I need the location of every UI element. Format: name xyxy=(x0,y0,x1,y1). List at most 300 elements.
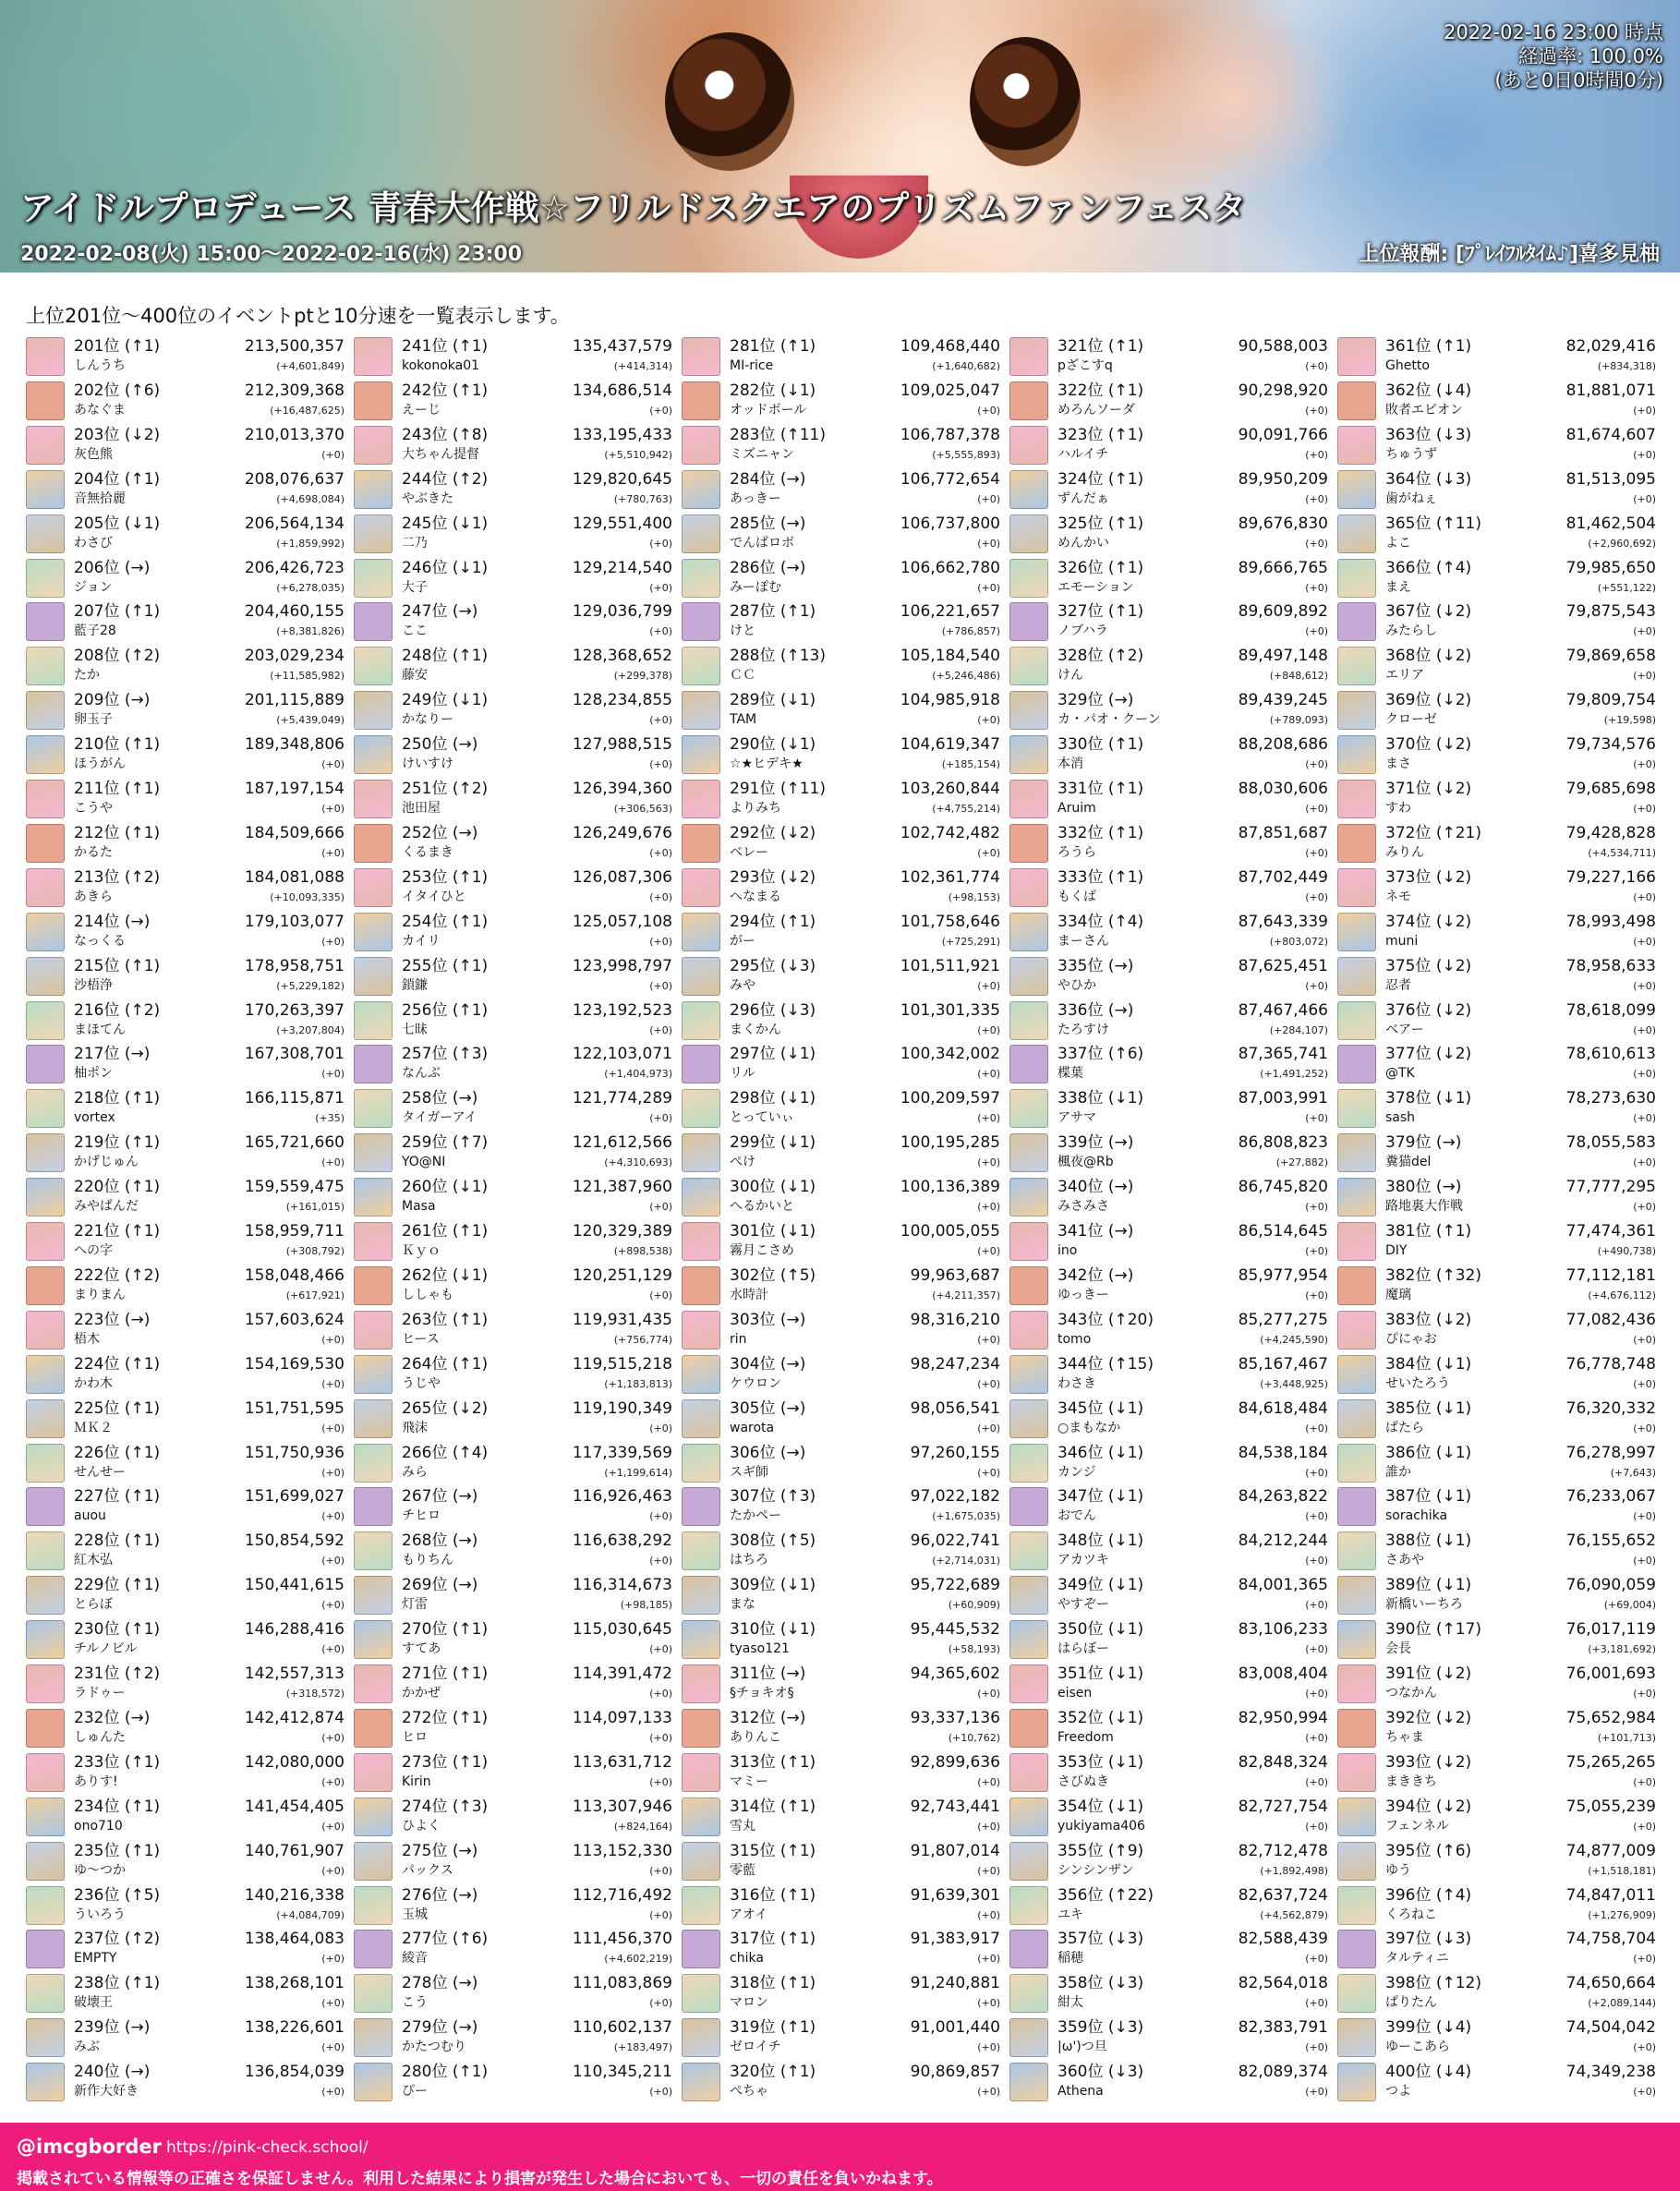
ranking-row xyxy=(1335,954,1658,999)
avatar xyxy=(354,337,393,376)
avatar xyxy=(26,1001,65,1040)
event-points: 94,365,602 xyxy=(910,1664,1000,1683)
avatar xyxy=(26,1709,65,1748)
rank-label: 370位 (↓2) xyxy=(1385,735,1472,755)
producer-name: エリア xyxy=(1385,668,1424,684)
producer-name: せんせー xyxy=(74,1464,126,1480)
rank-label: 232位 (→) xyxy=(74,1708,151,1727)
producer-name: イタイひと xyxy=(402,889,466,904)
ranking-row xyxy=(1007,1883,1330,1928)
event-points: 81,674,607 xyxy=(1565,425,1656,444)
speed-delta: (+299,378) xyxy=(613,670,672,683)
event-points: 119,931,435 xyxy=(572,1310,672,1329)
avatar xyxy=(26,1222,65,1261)
event-points: 90,869,857 xyxy=(910,2063,1000,2082)
speed-delta: (+4,698,084) xyxy=(276,492,344,505)
speed-delta: (+4,562,879) xyxy=(1260,1908,1328,1921)
event-points: 101,301,335 xyxy=(900,1000,1000,1020)
event-points: 93,337,136 xyxy=(910,1708,1000,1727)
avatar xyxy=(1009,1178,1048,1217)
ranking-row xyxy=(1335,1042,1658,1086)
producer-name: かげじゅん xyxy=(74,1155,139,1170)
speed-delta: (+0) xyxy=(1305,448,1328,461)
avatar xyxy=(26,1664,65,1703)
producer-name: ほうがん xyxy=(74,757,126,772)
event-period: 2022-02-08(火) 15:00～2022-02-16(水) 23:00 xyxy=(20,243,523,266)
event-points: 96,022,741 xyxy=(910,1531,1000,1551)
speed-delta: (+0) xyxy=(977,581,1000,594)
speed-delta: (+0) xyxy=(321,1775,344,1788)
avatar xyxy=(1337,2018,1376,2057)
rank-label: 396位 (↑4) xyxy=(1385,1885,1472,1905)
speed-delta: (+0) xyxy=(977,1688,1000,1700)
rank-label: 335位 (→) xyxy=(1058,956,1134,975)
rank-label: 272位 (↑1) xyxy=(402,1708,489,1727)
avatar xyxy=(1337,1709,1376,1748)
speed-delta: (+0) xyxy=(1305,1599,1328,1612)
speed-delta: (+0) xyxy=(649,1112,672,1125)
producer-name: ＭＫ２ xyxy=(74,1420,113,1435)
producer-name: こう xyxy=(402,1995,428,2011)
event-points: 116,638,292 xyxy=(572,1531,672,1551)
ranking-row xyxy=(351,1131,674,1175)
event-points: 206,564,134 xyxy=(244,514,344,533)
rank-label: 274位 (↑3) xyxy=(402,1797,489,1816)
ranking-row xyxy=(351,1308,674,1352)
producer-name: ベレー xyxy=(730,844,768,860)
producer-name: 藍子28 xyxy=(74,623,116,639)
rank-label: 356位 (↑22) xyxy=(1058,1885,1154,1905)
event-points: 90,091,766 xyxy=(1238,425,1328,444)
rank-label: 383位 (↓2) xyxy=(1385,1310,1472,1329)
event-points: 74,758,704 xyxy=(1565,1930,1656,1949)
rank-label: 348位 (↓1) xyxy=(1058,1531,1144,1551)
event-points: 85,977,954 xyxy=(1238,1265,1328,1285)
ranking-row xyxy=(679,644,1002,688)
rank-label: 301位 (↓1) xyxy=(730,1222,816,1241)
ranking-row xyxy=(1335,866,1658,910)
speed-delta: (+0) xyxy=(321,1643,344,1656)
ranking-row xyxy=(1007,1131,1330,1175)
avatar xyxy=(1009,735,1048,774)
producer-name: 会長 xyxy=(1385,1641,1411,1657)
avatar xyxy=(354,1576,393,1615)
producer-name: 楓夜@Rb xyxy=(1058,1155,1114,1170)
producer-name: warota xyxy=(730,1420,775,1435)
ranking-row xyxy=(1007,379,1330,423)
rank-label: 340位 (→) xyxy=(1058,1178,1134,1197)
rank-label: 321位 (↑1) xyxy=(1058,337,1144,356)
rank-label: 364位 (↓3) xyxy=(1385,469,1472,489)
rank-label: 289位 (↓1) xyxy=(730,691,816,710)
rank-label: 242位 (↑1) xyxy=(402,381,489,400)
avatar xyxy=(1009,1266,1048,1305)
rank-label: 263位 (↑1) xyxy=(402,1310,489,1329)
producer-name: sorachika xyxy=(1385,1508,1448,1524)
event-points: 78,055,583 xyxy=(1565,1133,1656,1153)
producer-name: ゆう xyxy=(1385,1862,1411,1878)
rank-label: 230位 (↑1) xyxy=(74,1620,161,1640)
rank-label: 239位 (→) xyxy=(74,2018,151,2038)
event-points: 76,233,067 xyxy=(1565,1487,1656,1507)
event-points: 105,184,540 xyxy=(900,647,1000,666)
ranking-row xyxy=(1007,1397,1330,1441)
avatar xyxy=(682,824,720,863)
speed-delta: (+0) xyxy=(977,1422,1000,1434)
rank-label: 215位 (↑1) xyxy=(74,956,161,975)
event-points: 129,036,799 xyxy=(572,602,672,622)
producer-name: チルノビル xyxy=(74,1641,138,1657)
rank-label: 226位 (↑1) xyxy=(74,1443,161,1462)
speed-delta: (+2,089,144) xyxy=(1588,1997,1656,2010)
rank-label: 259位 (↑7) xyxy=(402,1133,489,1153)
avatar xyxy=(1337,1311,1376,1350)
event-points: 82,950,994 xyxy=(1238,1708,1328,1727)
ranking-row xyxy=(351,644,674,688)
event-points: 76,090,059 xyxy=(1565,1576,1656,1595)
ranking-row xyxy=(1335,1219,1658,1264)
avatar xyxy=(26,602,65,641)
event-points: 87,625,451 xyxy=(1238,956,1328,975)
event-points: 74,349,238 xyxy=(1565,2063,1656,2082)
avatar xyxy=(1337,1444,1376,1483)
rank-label: 357位 (↓3) xyxy=(1058,1930,1144,1949)
producer-name: がー xyxy=(730,933,755,949)
event-points: 151,751,595 xyxy=(244,1398,344,1418)
rank-label: 395位 (↑6) xyxy=(1385,1841,1472,1860)
ranking-row xyxy=(679,1750,1002,1795)
avatar xyxy=(1009,602,1048,641)
ranking-row xyxy=(679,379,1002,423)
avatar xyxy=(354,1886,393,1925)
producer-name: rin xyxy=(730,1331,747,1347)
avatar xyxy=(26,1974,65,2013)
ranking-row xyxy=(23,1175,346,1219)
producer-name: ino xyxy=(1058,1243,1078,1258)
avatar xyxy=(1009,1399,1048,1438)
producer-name: さびぬき xyxy=(1058,1773,1109,1789)
rank-label: 367位 (↓2) xyxy=(1385,602,1472,622)
event-points: 97,260,155 xyxy=(910,1443,1000,1462)
avatar xyxy=(26,1311,65,1350)
speed-delta: (+0) xyxy=(1305,1289,1328,1301)
ranking-row xyxy=(1007,556,1330,600)
producer-name: Masa xyxy=(402,1199,436,1215)
rank-label: 227位 (↑1) xyxy=(74,1487,161,1507)
avatar xyxy=(1337,691,1376,730)
avatar xyxy=(1337,1222,1376,1261)
banner-right-eye xyxy=(970,37,1081,166)
event-points: 126,249,676 xyxy=(572,823,672,842)
event-points: 150,854,592 xyxy=(244,1531,344,1551)
event-points: 82,637,724 xyxy=(1238,1885,1328,1905)
event-points: 83,106,233 xyxy=(1238,1620,1328,1640)
avatar xyxy=(1009,1133,1048,1172)
speed-delta: (+0) xyxy=(321,1333,344,1346)
speed-delta: (+0) xyxy=(1305,360,1328,372)
avatar xyxy=(1337,1620,1376,1659)
event-points: 91,807,014 xyxy=(910,1841,1000,1860)
producer-name: 二乃 xyxy=(402,535,428,551)
avatar xyxy=(1009,1842,1048,1881)
speed-delta: (+0) xyxy=(977,1201,1000,1214)
event-points: 95,722,689 xyxy=(910,1576,1000,1595)
event-points: 134,686,514 xyxy=(572,381,672,400)
producer-name: なんぶ xyxy=(402,1066,441,1082)
producer-name: 紅木弘 xyxy=(74,1553,113,1568)
event-points: 110,602,137 xyxy=(572,2018,672,2038)
rank-label: 382位 (↑32) xyxy=(1385,1265,1481,1285)
ranking-row xyxy=(351,1529,674,1573)
speed-delta: (+0) xyxy=(977,1377,1000,1390)
ranking-row xyxy=(1007,1927,1330,1971)
producer-name: みーぽむ xyxy=(730,579,781,595)
avatar xyxy=(682,780,720,818)
ranking-row xyxy=(679,556,1002,600)
ranking-row xyxy=(1335,2015,1658,2060)
ranking-row xyxy=(23,379,346,423)
event-points: 82,588,439 xyxy=(1238,1930,1328,1949)
producer-name: たか xyxy=(74,668,100,684)
ranking-row xyxy=(23,1308,346,1352)
producer-name: ゆ～つか xyxy=(74,1862,126,1878)
speed-delta: (+0) xyxy=(321,1864,344,1877)
rank-label: 248位 (↑1) xyxy=(402,647,489,666)
ranking-row xyxy=(679,910,1002,954)
avatar xyxy=(1009,381,1048,420)
avatar xyxy=(682,1178,720,1217)
ranking-row xyxy=(679,2060,1002,2104)
event-points: 100,209,597 xyxy=(900,1089,1000,1108)
producer-name: 誰か xyxy=(1385,1464,1411,1480)
avatar xyxy=(1009,1089,1048,1128)
event-points: 77,474,361 xyxy=(1565,1222,1656,1241)
ranking-row xyxy=(351,1617,674,1662)
avatar xyxy=(26,2018,65,2057)
site-link[interactable]: https://pink-check.school/ xyxy=(166,2138,369,2157)
ranking-row xyxy=(679,1795,1002,1839)
event-points: 86,745,820 xyxy=(1238,1178,1328,1197)
rank-label: 326位 (↑1) xyxy=(1058,558,1144,577)
ranking-row xyxy=(679,467,1002,512)
ranking-row xyxy=(351,1484,674,1529)
ranking-row xyxy=(1007,334,1330,379)
producer-name: 鎖鎌 xyxy=(402,977,428,993)
speed-delta: (+780,763) xyxy=(613,492,672,505)
ranking-row xyxy=(23,423,346,467)
avatar xyxy=(26,1487,65,1526)
rank-label: 398位 (↑12) xyxy=(1385,1974,1481,1993)
rank-label: 268位 (→) xyxy=(402,1531,478,1551)
event-points: 125,057,108 xyxy=(572,912,672,931)
speed-delta: (+0) xyxy=(977,1864,1000,1877)
speed-delta: (+0) xyxy=(649,979,672,992)
avatar xyxy=(354,1222,393,1261)
producer-name: ここ xyxy=(402,623,428,639)
speed-delta: (+0) xyxy=(1633,758,1656,771)
speed-delta: (+11,585,982) xyxy=(270,670,344,683)
ranking-row xyxy=(1335,644,1658,688)
producer-name: タルティニ xyxy=(1385,1951,1449,1967)
event-points: 128,234,855 xyxy=(572,691,672,710)
event-points: 158,048,466 xyxy=(244,1265,344,1285)
speed-delta: (+185,154) xyxy=(941,758,1000,771)
ranking-row xyxy=(679,1839,1002,1883)
event-points: 75,055,239 xyxy=(1565,1797,1656,1816)
producer-name: pざこすq xyxy=(1058,358,1113,373)
producer-name: 池田屋 xyxy=(402,801,441,816)
ranking-row xyxy=(1007,1175,1330,1219)
producer-name: 新作大好き xyxy=(74,2084,139,2100)
avatar xyxy=(354,1444,393,1483)
avatar xyxy=(1337,647,1376,685)
producer-name: chika xyxy=(730,1951,764,1967)
speed-delta: (+0) xyxy=(1305,890,1328,903)
avatar xyxy=(682,1664,720,1703)
event-points: 83,008,404 xyxy=(1238,1664,1328,1683)
ranking-row xyxy=(351,1397,674,1441)
producer-name: めろんソーダ xyxy=(1058,402,1135,418)
ranking-row xyxy=(23,1131,346,1175)
rank-label: 234位 (↑1) xyxy=(74,1797,161,1816)
speed-delta: (+0) xyxy=(1633,492,1656,505)
event-points: 87,643,339 xyxy=(1238,912,1328,931)
avatar xyxy=(26,1930,65,1968)
event-points: 84,263,822 xyxy=(1238,1487,1328,1507)
ranking-row xyxy=(679,1529,1002,1573)
rank-label: 327位 (↑1) xyxy=(1058,602,1144,622)
avatar xyxy=(354,1753,393,1792)
avatar xyxy=(682,1930,720,1968)
producer-name: 玉城 xyxy=(402,1907,428,1922)
speed-delta: (+5,246,486) xyxy=(932,670,1000,683)
speed-delta: (+1,199,614) xyxy=(604,1466,672,1479)
event-points: 78,273,630 xyxy=(1565,1089,1656,1108)
ranking-row xyxy=(1007,1352,1330,1397)
rank-label: 267位 (→) xyxy=(402,1487,478,1507)
producer-name: あきら xyxy=(74,889,113,904)
avatar xyxy=(1009,1974,1048,2013)
event-points: 79,428,828 xyxy=(1565,823,1656,842)
ranking-row xyxy=(1335,1484,1658,1529)
rank-label: 386位 (↓1) xyxy=(1385,1443,1472,1462)
rank-label: 266位 (↑4) xyxy=(402,1443,489,1462)
ranking-row xyxy=(23,954,346,999)
producer-name: すてあ xyxy=(402,1641,441,1657)
rank-label: 361位 (↑1) xyxy=(1385,337,1472,356)
ranking-row xyxy=(351,556,674,600)
rank-label: 221位 (↑1) xyxy=(74,1222,161,1241)
producer-name: カイリ xyxy=(402,933,441,949)
avatar xyxy=(26,1178,65,1217)
speed-delta: (+60,909) xyxy=(948,1599,1000,1612)
producer-name: ぱたら xyxy=(1385,1420,1424,1435)
ranking-row xyxy=(351,954,674,999)
speed-delta: (+1,491,252) xyxy=(1260,1068,1328,1081)
avatar xyxy=(354,1842,393,1881)
rank-label: 353位 (↓1) xyxy=(1058,1752,1144,1772)
event-points: 79,685,698 xyxy=(1565,780,1656,798)
producer-name: まくかん xyxy=(730,1022,781,1037)
avatar xyxy=(1337,1886,1376,1925)
avatar xyxy=(682,1753,720,1792)
event-points: 106,787,378 xyxy=(900,425,1000,444)
event-points: 121,774,289 xyxy=(572,1089,672,1108)
rank-label: 378位 (↓1) xyxy=(1385,1089,1472,1108)
producer-name: ししゃも xyxy=(402,1287,453,1302)
avatar xyxy=(1337,1798,1376,1836)
speed-delta: (+1,518,181) xyxy=(1588,1864,1656,1877)
speed-delta: (+0) xyxy=(1305,1953,1328,1966)
ranking-row xyxy=(679,599,1002,644)
speed-delta: (+786,857) xyxy=(941,625,1000,638)
ranking-row xyxy=(1335,821,1658,866)
twitter-handle[interactable]: @imcgborder xyxy=(17,2136,163,2158)
speed-delta: (+0) xyxy=(649,537,672,550)
ranking-row xyxy=(351,2015,674,2060)
ranking-row xyxy=(351,910,674,954)
ranking-column xyxy=(679,334,1002,2105)
ranking-row xyxy=(351,1573,674,1617)
rank-label: 328位 (↑2) xyxy=(1058,647,1144,666)
rank-label: 376位 (↓2) xyxy=(1385,1000,1472,1020)
speed-delta: (+308,792) xyxy=(285,1245,344,1257)
ranking-row xyxy=(23,2015,346,2060)
ranking-row xyxy=(1335,1529,1658,1573)
speed-delta: (+0) xyxy=(1633,1377,1656,1390)
speed-delta: (+0) xyxy=(977,537,1000,550)
event-points: 76,017,119 xyxy=(1565,1620,1656,1640)
event-points: 114,097,133 xyxy=(572,1708,672,1727)
rank-label: 244位 (↑2) xyxy=(402,469,489,489)
ranking-row xyxy=(23,1750,346,1795)
rank-label: 246位 (↓1) xyxy=(402,558,489,577)
producer-name: つよ xyxy=(1385,2084,1411,2100)
avatar xyxy=(354,1045,393,1083)
producer-name: vortex xyxy=(74,1110,115,1126)
rank-label: 365位 (↑11) xyxy=(1385,514,1481,533)
producer-name: へるかいと xyxy=(730,1199,794,1215)
event-points: 89,609,892 xyxy=(1238,602,1328,622)
speed-delta: (+0) xyxy=(1305,492,1328,505)
event-points: 100,005,055 xyxy=(900,1222,1000,1241)
rank-label: 354位 (↓1) xyxy=(1058,1797,1144,1816)
avatar xyxy=(1009,470,1048,509)
avatar xyxy=(1009,559,1048,598)
producer-name: EMPTY xyxy=(74,1951,117,1967)
speed-delta: (+0) xyxy=(977,979,1000,992)
ranking-row xyxy=(23,334,346,379)
producer-name: さあや xyxy=(1385,1553,1424,1568)
ranking-row xyxy=(23,1573,346,1617)
event-points: 78,610,613 xyxy=(1565,1045,1656,1064)
avatar xyxy=(682,1222,720,1261)
avatar xyxy=(1009,2063,1048,2101)
ranking-row xyxy=(1335,688,1658,732)
ranking-row xyxy=(1335,999,1658,1043)
ranking-row xyxy=(1007,688,1330,732)
producer-name: ありす! xyxy=(74,1773,118,1789)
rank-label: 397位 (↓3) xyxy=(1385,1930,1472,1949)
ranking-row xyxy=(1007,1086,1330,1131)
avatar xyxy=(354,1930,393,1968)
producer-name: 雪丸 xyxy=(730,1818,755,1834)
speed-delta: (+0) xyxy=(649,1775,672,1788)
speed-delta: (+1,183,813) xyxy=(604,1377,672,1390)
speed-delta: (+5,439,049) xyxy=(276,714,344,727)
avatar xyxy=(682,1842,720,1881)
producer-name: ミズニャン xyxy=(730,446,794,462)
